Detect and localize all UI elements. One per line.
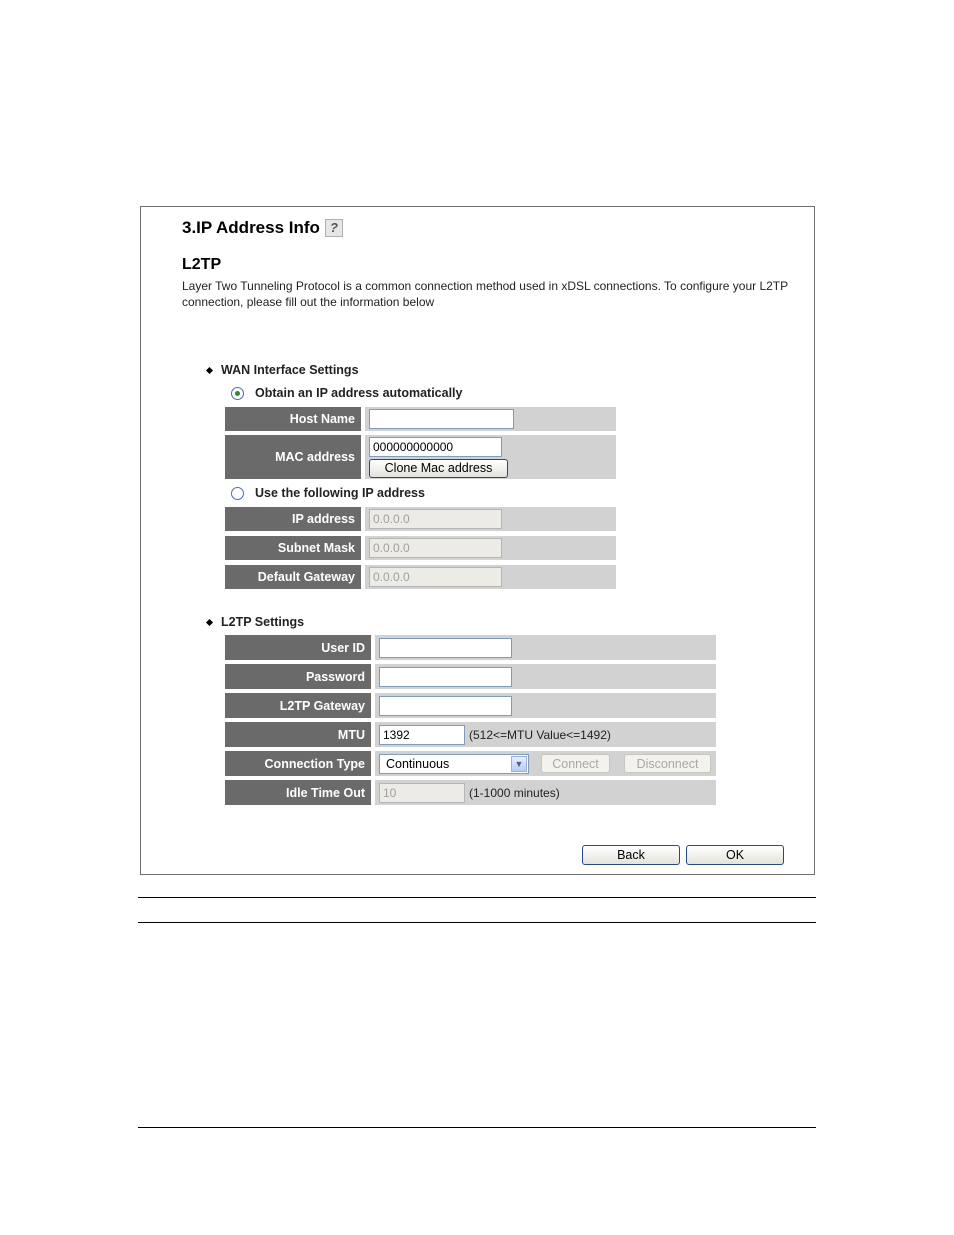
default-gateway-input[interactable]	[369, 567, 502, 587]
user-id-label: User ID	[225, 635, 371, 660]
default-gateway-label: Default Gateway	[225, 565, 361, 589]
mtu-label: MTU	[225, 722, 371, 747]
mtu-note: (512<=MTU Value<=1492)	[469, 727, 611, 742]
host-name-input[interactable]	[369, 409, 514, 429]
bullet-icon	[206, 618, 213, 625]
bullet-icon	[206, 366, 213, 373]
page-title-row	[182, 218, 343, 238]
password-cell	[375, 664, 716, 689]
user-id-row	[225, 635, 716, 660]
page-subtitle: L2TP	[182, 256, 222, 273]
idle-time-out-label: Idle Time Out	[225, 780, 371, 805]
mac-address-row	[225, 435, 616, 479]
user-id-input[interactable]	[379, 638, 512, 658]
ip-address-info-panel	[140, 206, 815, 875]
default-gateway-cell	[365, 565, 616, 589]
connect-button[interactable]: Connect	[541, 754, 610, 773]
wan-section-label: WAN Interface Settings	[221, 363, 359, 377]
connection-type-value: Continuous	[386, 756, 450, 771]
mac-address-label: MAC address	[225, 435, 361, 479]
obtain-auto-option[interactable]	[231, 386, 462, 400]
divider-line	[138, 1127, 816, 1128]
idle-time-out-input[interactable]	[379, 783, 465, 803]
l2tp-section-heading	[207, 615, 304, 629]
user-id-cell	[375, 635, 716, 660]
chevron-down-icon[interactable]: ▼	[511, 756, 527, 772]
password-input[interactable]	[379, 667, 512, 687]
default-gateway-row	[225, 565, 616, 589]
mtu-input[interactable]	[379, 725, 465, 745]
l2tp-gateway-row	[225, 693, 716, 718]
use-following-label: Use the following IP address	[255, 486, 425, 500]
use-following-option[interactable]	[231, 486, 425, 500]
wan-section-heading	[207, 363, 359, 377]
ip-address-cell	[365, 507, 616, 531]
idle-time-out-note: (1-1000 minutes)	[469, 785, 560, 800]
host-name-row	[225, 407, 616, 431]
page-title: 3.IP Address Info	[182, 218, 320, 237]
l2tp-section-label: L2TP Settings	[221, 615, 305, 629]
divider-line	[138, 897, 816, 898]
subnet-mask-cell	[365, 536, 616, 560]
idle-time-out-row	[225, 780, 716, 805]
obtain-auto-radio[interactable]	[231, 387, 244, 400]
back-button[interactable]: Back	[582, 845, 680, 865]
disconnect-button[interactable]: Disconnect	[624, 754, 711, 773]
page-description: Layer Two Tunneling Protocol is a common connection method used in xDSL connections. To configure your L2TP connection, please fill out the information below	[182, 279, 788, 309]
ip-address-input[interactable]	[369, 509, 502, 529]
subnet-mask-row	[225, 536, 616, 560]
connection-type-label: Connection Type	[225, 751, 371, 776]
l2tp-gateway-label: L2TP Gateway	[225, 693, 371, 718]
l2tp-gateway-input[interactable]	[379, 696, 512, 716]
password-label: Password	[225, 664, 371, 689]
use-following-radio[interactable]	[231, 487, 244, 500]
password-row	[225, 664, 716, 689]
idle-time-out-cell	[375, 780, 716, 805]
l2tp-gateway-cell	[375, 693, 716, 718]
connection-type-row	[225, 751, 716, 776]
clone-mac-button[interactable]: Clone Mac address	[369, 459, 508, 478]
mac-address-cell	[365, 435, 616, 479]
mtu-row	[225, 722, 716, 747]
divider-line	[138, 922, 816, 923]
subnet-mask-label: Subnet Mask	[225, 536, 361, 560]
obtain-auto-label: Obtain an IP address automatically	[255, 386, 463, 400]
ip-address-label: IP address	[225, 507, 361, 531]
help-icon[interactable]: ?	[325, 219, 343, 237]
connection-type-cell	[375, 751, 716, 776]
subnet-mask-input[interactable]	[369, 538, 502, 558]
host-name-cell	[365, 407, 616, 431]
ok-button[interactable]: OK	[686, 845, 784, 865]
ip-address-row	[225, 507, 616, 531]
connection-type-select[interactable]	[379, 754, 529, 774]
host-name-label: Host Name	[225, 407, 361, 431]
mac-address-input[interactable]	[369, 437, 502, 457]
mtu-cell	[375, 722, 716, 747]
